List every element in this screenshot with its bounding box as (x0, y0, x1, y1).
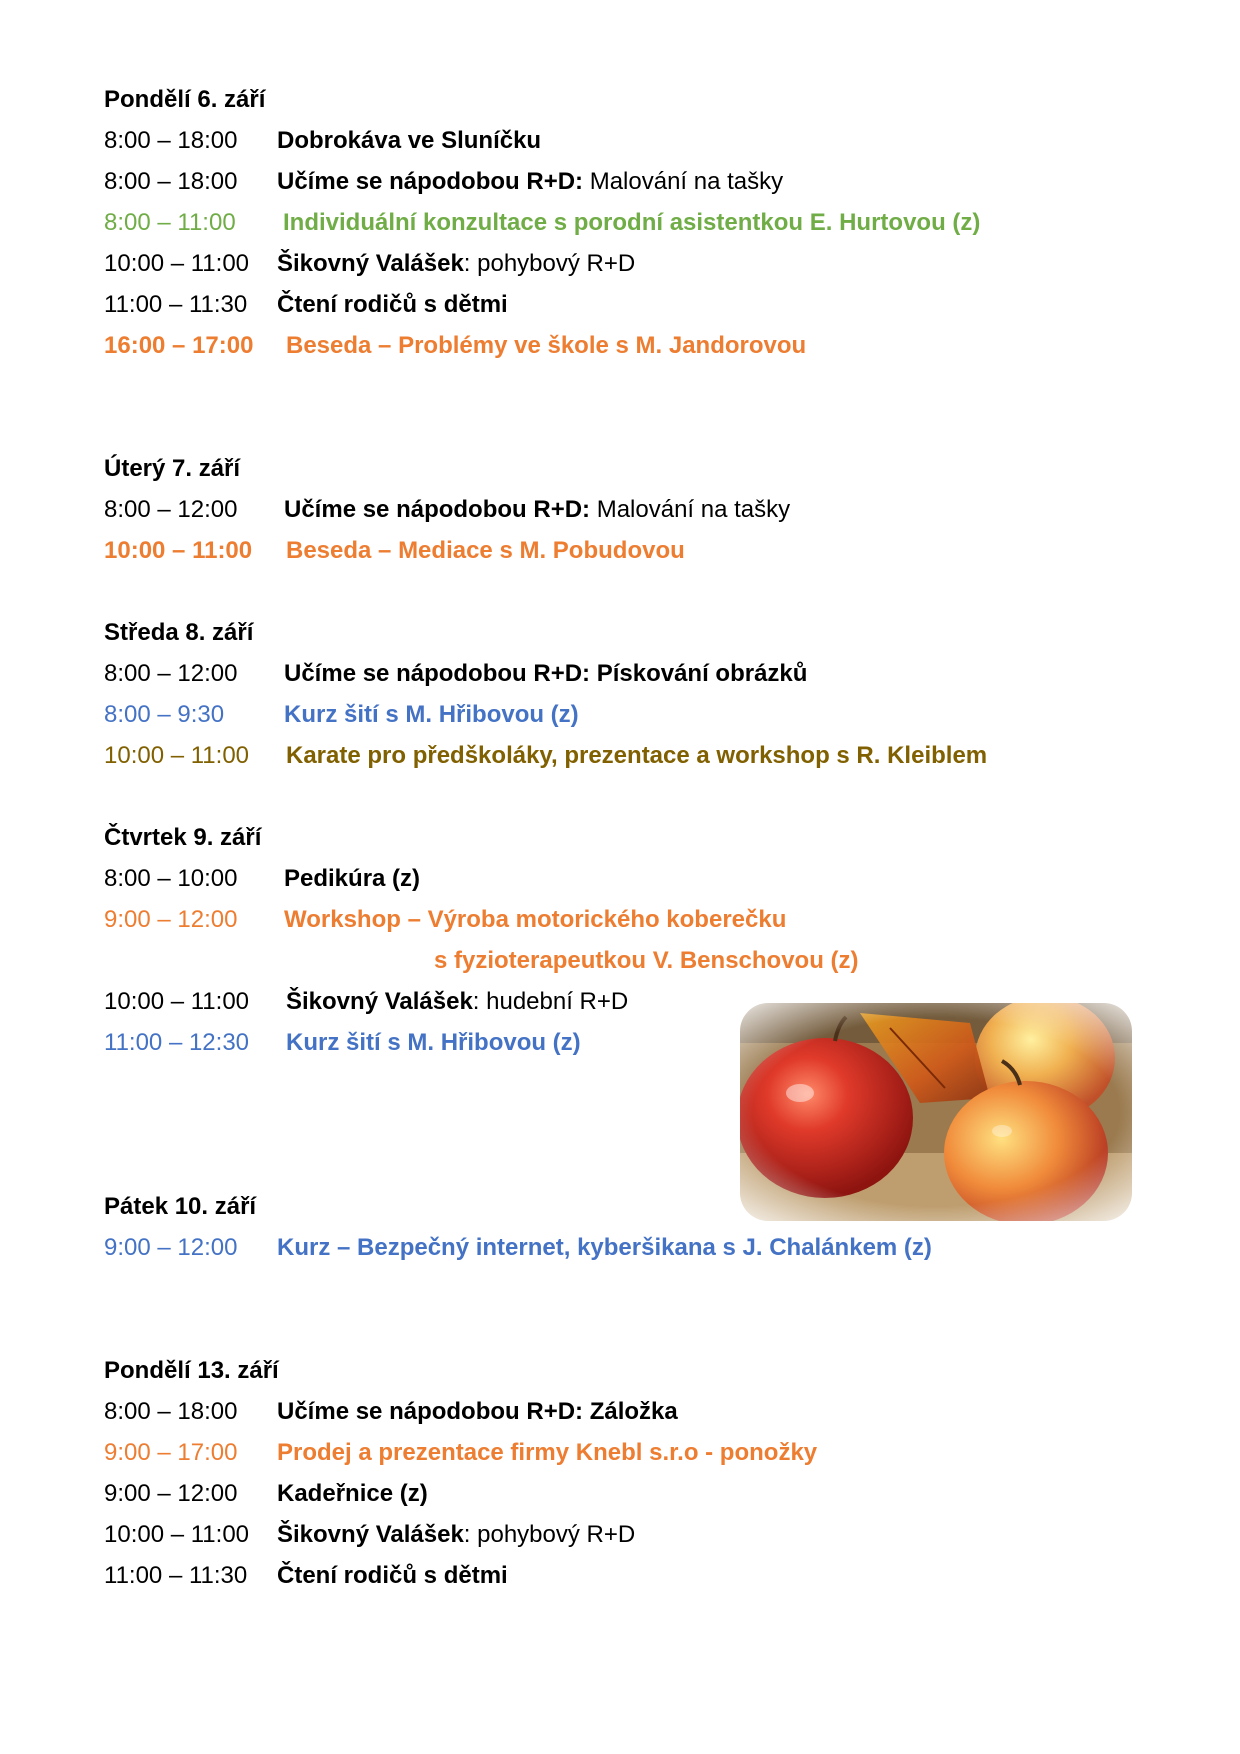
day-block (104, 1186, 1164, 1268)
day-title: Pondělí 6. září (104, 86, 266, 113)
event-time: 9:00 – 12:00 (104, 1480, 238, 1507)
event-time: 8:00 – 18:00 (104, 1398, 238, 1425)
day-block (104, 1350, 1164, 1596)
event-row (104, 243, 1164, 284)
event-row (104, 325, 1164, 366)
event-time: 10:00 – 11:00 (104, 1521, 250, 1548)
event-row (104, 1555, 1164, 1596)
event-row (104, 735, 1164, 776)
event-row (104, 653, 1164, 694)
event-time: 8:00 – 9:30 (104, 701, 225, 728)
event-title: Kurz – Bezpečný internet, kyberšikana s J. Chalánkem (z) (277, 1234, 932, 1261)
event-time: 16:00 – 17:00 (104, 332, 254, 359)
event-detail: : hudební R+D (472, 988, 629, 1015)
day-block (104, 448, 1164, 571)
event-row (104, 858, 1164, 899)
event-row (104, 161, 1164, 202)
event-row (104, 1227, 1164, 1268)
event-detail: : pohybový R+D (463, 1521, 636, 1548)
event-row (104, 120, 1164, 161)
event-time: 9:00 – 12:00 (104, 906, 238, 933)
event-title: Prodej a prezentace firmy Knebl s.r.o - ponožky (277, 1439, 818, 1466)
event-title: Kadeřnice (z) (277, 1480, 428, 1507)
day-block (104, 612, 1164, 776)
event-title-continuation: s fyzioterapeutkou V. Benschovou (z) (434, 947, 859, 974)
event-time: 9:00 – 17:00 (104, 1439, 238, 1466)
event-title: Beseda – Problémy ve škole s M. Jandorovou (286, 332, 807, 359)
event-title: Šikovný Valášek (277, 250, 464, 277)
event-time: 10:00 – 11:00 (104, 250, 250, 277)
day-title: Úterý 7. září (104, 455, 241, 482)
event-title: Kurz šití s M. Hřibovou (z) (284, 701, 579, 728)
event-row (104, 694, 1164, 735)
event-title: Kurz šití s M. Hřibovou (z) (286, 1029, 581, 1056)
event-title: Učíme se nápodobou R+D: Pískování obrázků (284, 660, 808, 687)
event-time: 8:00 – 18:00 (104, 168, 238, 195)
event-row (104, 284, 1164, 325)
event-detail: Malování na tašky (583, 168, 784, 195)
event-time: 8:00 – 11:00 (104, 209, 236, 236)
day-title: Pondělí 13. září (104, 1357, 279, 1384)
event-row (104, 1391, 1164, 1432)
day-title: Čtvrtek 9. září (104, 824, 262, 851)
event-time: 10:00 – 11:00 (104, 537, 253, 564)
event-time: 8:00 – 12:00 (104, 660, 238, 687)
event-title: Čtení rodičů s dětmi (277, 291, 508, 318)
event-row (104, 202, 1164, 243)
event-time: 11:00 – 11:30 (104, 1562, 248, 1589)
event-title: Čtení rodičů s dětmi (277, 1562, 508, 1589)
event-title: Dobrokáva ve Sluníčku (277, 127, 542, 154)
day-title: Pátek 10. září (104, 1193, 257, 1220)
event-row (104, 1473, 1164, 1514)
event-title: Učíme se nápodobou R+D: Záložka (277, 1398, 678, 1425)
event-time: 8:00 – 18:00 (104, 127, 238, 154)
event-title: Beseda – Mediace s M. Pobudovou (286, 537, 685, 564)
event-row (104, 899, 1164, 940)
event-title: Šikovný Valášek (277, 1521, 464, 1548)
event-title: Učíme se nápodobou R+D: (277, 168, 584, 195)
event-time: 11:00 – 11:30 (104, 291, 248, 318)
event-time: 8:00 – 10:00 (104, 865, 238, 892)
event-row (104, 489, 1164, 530)
event-time: 10:00 – 11:00 (104, 742, 250, 769)
event-title: Individuální konzultace s porodní asistentkou E. Hurtovou (z) (283, 209, 981, 236)
event-row (104, 1514, 1164, 1555)
day-title: Středa 8. září (104, 619, 254, 646)
event-time: 9:00 – 12:00 (104, 1234, 238, 1261)
event-detail: : pohybový R+D (463, 250, 636, 277)
event-detail: Malování na tašky (590, 496, 791, 523)
day-block (104, 79, 1164, 366)
event-time: 10:00 – 11:00 (104, 988, 250, 1015)
event-row (104, 1432, 1164, 1473)
event-title: Workshop – Výroba motorického koberečku (284, 906, 787, 933)
event-row (104, 530, 1164, 571)
event-title: Šikovný Valášek (286, 988, 473, 1015)
event-time: 8:00 – 12:00 (104, 496, 238, 523)
event-title: Učíme se nápodobou R+D: (284, 496, 591, 523)
event-title: Pedikúra (z) (284, 865, 421, 892)
event-title: Karate pro předškoláky, prezentace a workshop s R. Kleiblem (286, 742, 988, 769)
event-time: 11:00 – 12:30 (104, 1029, 250, 1056)
